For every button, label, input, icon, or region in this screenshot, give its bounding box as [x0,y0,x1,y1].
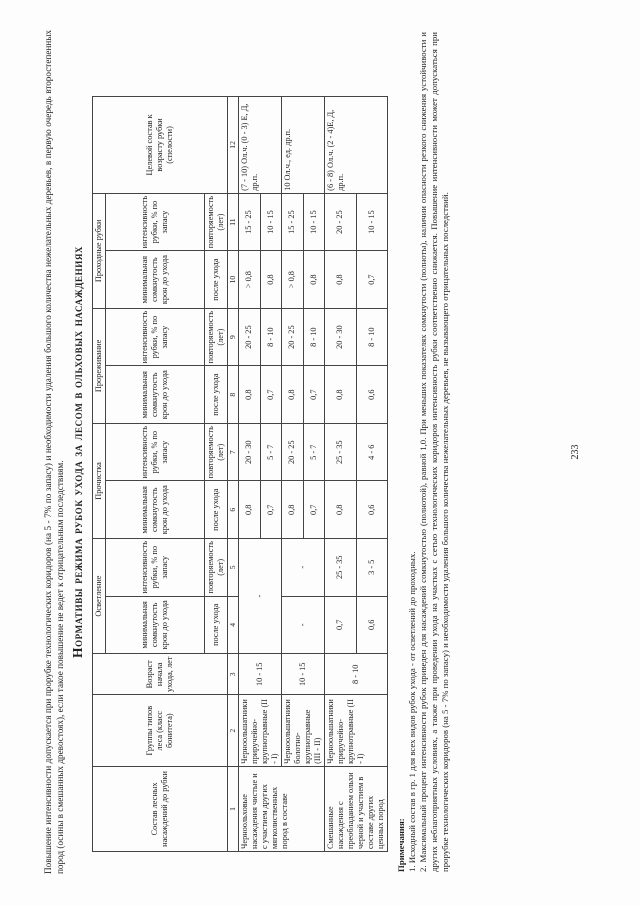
osv-rep-cell: 3 - 5 [356,539,388,597]
col-number: 2 [228,695,239,766]
prh-after-cell: 0,8 [260,251,282,309]
osv-int-cell: 25 - 35 [325,539,357,597]
osvetlenie-header: Осветление [93,539,106,654]
composition-cell: Смешанные насаждения с преобладанием ольхи черной и участием в составе других ценных пород [325,766,388,851]
pro-int-cell: 20 - 30 [239,423,261,481]
prr-after-header: после ухода [205,366,228,424]
pro-min-cell: 0,8 [239,481,261,539]
prr-int-cell: 20 - 25 [239,308,261,366]
pro-rep-cell: 5 - 7 [303,423,325,481]
col-number: 5 [228,539,239,597]
prr-min-cell: 0,8 [282,366,304,424]
table-row [325,97,357,852]
col-number: 3 [228,654,239,695]
col-forest-group-header: Группы типов леса (класс бонитета) [93,695,228,766]
prr-after-cell: 0,7 [303,366,325,424]
page-number: 233 [570,444,581,460]
intro-paragraph: Повышение интенсивности допускается при прорубке технологических коридоров (на 5 - 7% по запасу) и необходимости удаления большого количества нежелательных деревьев, в первую очередь второстепенных пород (осины в смешанных древостоях), если такое повышение не ведет к отрицательным последствиям. [43,30,65,874]
target-cell: (6 - 8) Ол.ч. (2 - 4)Е, Д, др.п. [325,97,388,194]
prh-rep-cell: 10 - 15 [356,193,388,251]
col-age-header: Возраст начала ухода, лет [93,654,228,695]
prochistka-header: Прочистка [93,423,106,538]
prh-min-cell: > 0,8 [239,251,261,309]
column-number-row [228,97,239,852]
col-number: 9 [228,308,239,366]
prh-min-cell: > 0,8 [282,251,304,309]
prr-intensity-header: интенсивность рубки, % по запасу [106,308,205,366]
col-number: 7 [228,423,239,481]
col-number: 1 [228,766,239,851]
col-composition-header: Состав лесных насаждений до рубки [93,766,228,851]
forest-group-cell: Черноольшатники приручейно-крупнотравные (II - I) [239,695,282,766]
prh-after-cell: 0,7 [356,251,388,309]
table-row [282,97,304,852]
norms-table [92,96,388,852]
composition-cell: Черноольховые насаждения чистые и с участием других мягколиственных пород в составе [239,766,325,851]
pro-int-cell: 20 - 25 [282,423,304,481]
prr-rep-cell: 8 - 10 [356,308,388,366]
pro-rep-cell: 5 - 7 [260,423,282,481]
page-title: Нормативы режима рубок ухода за лесом в ольховых насаждениях [70,245,85,659]
prokhodnye-header: Проходные рубки [93,193,106,308]
prh-after-cell: 0,8 [303,251,325,309]
col-number: 11 [228,193,239,251]
col-number: 12 [228,97,239,194]
notes-block [396,32,451,872]
prh-min-density-header: минимальная сомкнутость крон до ухода [106,251,205,309]
pro-min-cell: 0,8 [282,481,304,539]
osv-after-header: после ухода [205,596,228,654]
col-number: 6 [228,481,239,539]
col-number: 8 [228,366,239,424]
pro-after-cell: 0,7 [260,481,282,539]
rotated-content [40,22,600,882]
osv-min-cell: 0,7 [325,596,357,654]
prh-int-cell: 15 - 25 [239,193,261,251]
notes-heading: Примечания: [396,818,406,872]
pro-after-cell: 0,6 [356,481,388,539]
prr-after-cell: 0,6 [356,366,388,424]
prr-int-cell: 20 - 25 [282,308,304,366]
note-2: 2. Максимальный процент интенсивности рубок приведен для насаждений сомкнутостью (полнотой), равной 1,0. При меньших показателях сомкнутости (полноты), наличии опасности резкого снижения устойчивости и других неблагоприятных условиях, а также при проведении ухода на участках с сетью технологических коридоров интенсивность рубки соответственно снижается. Повышение интенсивности может допускаться при прорубке технологических коридоров (на 5 - 7% по запасу) и необходимости удаления большого количества нежелательных деревьев, не вызывающего отрицательных последствий. [418,32,450,872]
prh-min-cell: 0,8 [325,251,357,309]
osv-int-cell: - [282,539,325,597]
osv-intensity-header: интенсивность рубки, % по запасу [106,539,205,597]
table-row [239,97,261,852]
prr-rep-cell: 8 - 10 [260,308,282,366]
prr-repeat-header: повторяемость (лет) [205,308,228,366]
pro-min-density-header: минимальная сомкнутость крон до ухода [106,481,205,539]
forest-group-cell: Черноольшатники приручейно-крупнотравные (II - I) [325,695,388,766]
col-target-header: Целевой состав к возрасту рубки (спелости) [93,97,228,194]
col-number: 10 [228,251,239,309]
note-1: 1. Исходный состав в гр. 1 для всех видов рубок ухода - от осветлений до проходных. [407,551,417,872]
forest-group-cell: Черноольшатники болотно-крупнотравные (III - II) [282,695,325,766]
prh-rep-cell: 10 - 15 [260,193,282,251]
pro-rep-cell: 4 - 6 [356,423,388,481]
osv-cell: - [239,539,282,654]
pro-min-cell: 0,8 [325,481,357,539]
pro-after-header: после ухода [205,481,228,539]
osv-min-density-header: минимальная сомкнутость крон до ухода [106,596,205,654]
prh-intensity-header: интенсивность рубки, % по запасу [106,193,205,251]
prh-repeat-header: повторяемость (лет) [205,193,228,251]
target-cell: (7 - 10) Ол.ч. (0 - 3) Е, Д, др.п. [239,97,282,194]
target-cell: 10 Ол.ч., ед. др.п. [282,97,325,194]
age-cell: 10 - 15 [282,654,325,695]
osv-min-cell: - [282,596,325,654]
prr-min-cell: 0,8 [325,366,357,424]
age-cell: 10 - 15 [239,654,282,695]
header-row-groups [93,97,106,852]
prr-min-density-header: минимальная сомкнутость крон до ухода [106,366,205,424]
prh-int-cell: 15 - 25 [282,193,304,251]
prr-rep-cell: 8 - 10 [303,308,325,366]
prh-after-header: после ухода [205,251,228,309]
prr-after-cell: 0,7 [260,366,282,424]
prh-int-cell: 20 - 25 [325,193,357,251]
pro-after-cell: 0,7 [303,481,325,539]
age-cell: 8 - 10 [325,654,388,695]
prr-min-cell: 0,8 [239,366,261,424]
prh-rep-cell: 10 - 15 [303,193,325,251]
osv-repeat-header: повторяемость (лет) [205,539,228,597]
pro-repeat-header: повторяемость (лет) [205,423,228,481]
prr-int-cell: 20 - 30 [325,308,357,366]
pro-intensity-header: интенсивность рубки, % по запасу [106,423,205,481]
prorezhivanie-header: Прореживание [93,308,106,423]
col-number: 4 [228,596,239,654]
osv-after-cell: 0,6 [356,596,388,654]
pro-int-cell: 25 - 35 [325,423,357,481]
